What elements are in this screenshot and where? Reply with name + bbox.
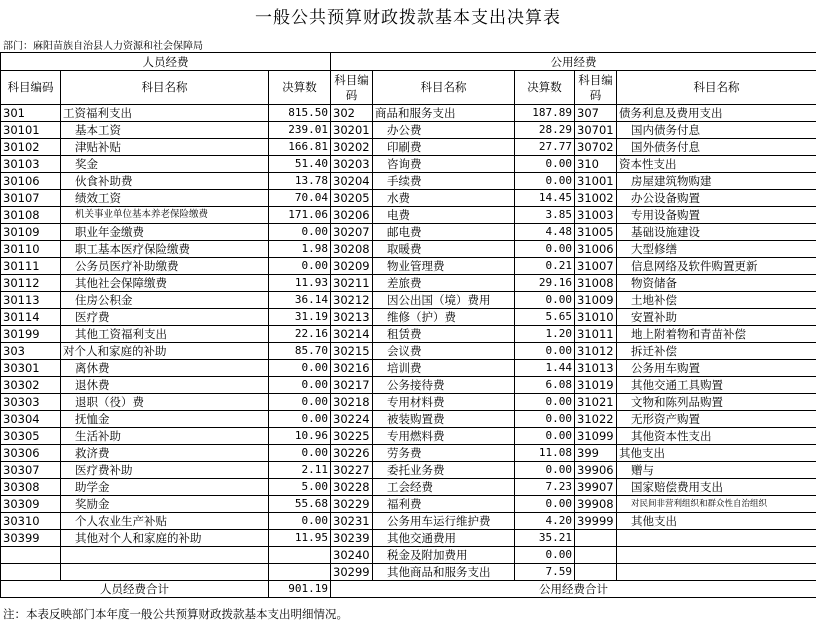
code-cell: 302: [331, 105, 373, 122]
table-row: [1, 547, 816, 564]
table-row: [1, 190, 816, 207]
table-row: [1, 513, 816, 530]
name-cell: 手续费: [373, 173, 515, 190]
name-cell: 退休费: [61, 377, 269, 394]
code-cell: 39907: [575, 479, 617, 496]
code-cell: 31009: [575, 292, 617, 309]
amount-cell: 5.65: [515, 309, 575, 326]
amount-cell: 7.59: [515, 564, 575, 581]
name-cell: 拆迁补偿: [617, 343, 816, 360]
amount-cell: 0.00: [269, 513, 331, 530]
amount-cell: 36.14: [269, 292, 331, 309]
code-cell: 30212: [331, 292, 373, 309]
amount-cell: 1.98: [269, 241, 331, 258]
name-cell: 津贴补贴: [61, 139, 269, 156]
name-cell: 办公费: [373, 122, 515, 139]
amount-cell: 0.00: [515, 156, 575, 173]
name-cell: 土地补偿: [617, 292, 816, 309]
name-cell: 维修（护）费: [373, 309, 515, 326]
name-cell: 职工基本医疗保险缴费: [61, 241, 269, 258]
footnote: 注：本表反映部门本年度一般公共预算财政拨款基本支出明细情况。: [3, 607, 348, 621]
name-cell: 水费: [373, 190, 515, 207]
name-cell: 国外债务付息: [617, 139, 816, 156]
name-cell: 基础设施建设: [617, 224, 816, 241]
name-cell: 其他资本性支出: [617, 428, 816, 445]
code-cell: 30225: [331, 428, 373, 445]
name-cell: 工资福利支出: [61, 105, 269, 122]
name-cell: 其他支出: [617, 445, 816, 462]
name-cell: 专用设备购置: [617, 207, 816, 224]
code-cell: 30240: [331, 547, 373, 564]
table-row: [1, 564, 816, 581]
code-cell: 30304: [1, 411, 61, 428]
name-cell: 退职（役）费: [61, 394, 269, 411]
code-cell: 31011: [575, 326, 617, 343]
table-row: [1, 292, 816, 309]
table-row: [1, 309, 816, 326]
code-cell: 30213: [331, 309, 373, 326]
table-row: [1, 428, 816, 445]
name-cell: 其他商品和服务支出: [373, 564, 515, 581]
name-cell: 其他支出: [617, 513, 816, 530]
amount-cell: 0.00: [515, 547, 575, 564]
amount-cell: 5.00: [269, 479, 331, 496]
amount-header: 决算数: [269, 71, 331, 105]
code-cell: 30308: [1, 479, 61, 496]
amount-cell: 28.29: [515, 122, 575, 139]
amount-cell: 0.00: [515, 292, 575, 309]
code-cell: 31012: [575, 343, 617, 360]
name-cell: 信息网络及软件购置更新: [617, 258, 816, 275]
code-cell: 30305: [1, 428, 61, 445]
code-cell: 30211: [331, 275, 373, 292]
amount-cell: [269, 547, 331, 564]
code-cell: 30208: [331, 241, 373, 258]
name-cell: 福利费: [373, 496, 515, 513]
code-cell: 30110: [1, 241, 61, 258]
name-cell: 地上附着物和青苗补偿: [617, 326, 816, 343]
table-row: [1, 173, 816, 190]
code-cell: 303: [1, 343, 61, 360]
name-cell: 机关事业单位基本养老保险缴费: [61, 207, 269, 224]
public-header: 公用经费: [331, 53, 816, 71]
name-cell: 住房公积金: [61, 292, 269, 309]
name-cell: 其他交通费用: [373, 530, 515, 547]
table-row: [1, 241, 816, 258]
name-cell: 专用材料费: [373, 394, 515, 411]
name-cell: 救济费: [61, 445, 269, 462]
amount-cell: 0.00: [269, 394, 331, 411]
name-cell: 电费: [373, 207, 515, 224]
table-row: [1, 258, 816, 275]
code-cell: 310: [575, 156, 617, 173]
code-cell: 30306: [1, 445, 61, 462]
name-cell: 工会经费: [373, 479, 515, 496]
code-cell: [575, 547, 617, 564]
code-cell: 39908: [575, 496, 617, 513]
name-cell: 咨询费: [373, 156, 515, 173]
table-row: [1, 496, 816, 513]
amount-cell: 0.00: [269, 224, 331, 241]
amount-cell: 0.00: [515, 173, 575, 190]
name-cell: 会议费: [373, 343, 515, 360]
personnel-header: 人员经费: [1, 53, 331, 71]
name-cell: 商品和服务支出: [373, 105, 515, 122]
name-cell: 培训费: [373, 360, 515, 377]
amount-cell: 0.00: [515, 343, 575, 360]
name-cell: 因公出国（境）费用: [373, 292, 515, 309]
code-cell: 30203: [331, 156, 373, 173]
name-cell: 职业年金缴费: [61, 224, 269, 241]
code-cell: 30205: [331, 190, 373, 207]
name-cell: 医疗费: [61, 309, 269, 326]
code-cell: 30201: [331, 122, 373, 139]
amount-cell: 27.77: [515, 139, 575, 156]
code-cell: 30299: [331, 564, 373, 581]
code-cell: 30199: [1, 326, 61, 343]
amount-cell: 0.00: [515, 394, 575, 411]
name-cell: 对个人和家庭的补助: [61, 343, 269, 360]
amount-cell: 239.01: [269, 122, 331, 139]
amount-cell: 4.20: [515, 513, 575, 530]
amount-cell: 0.00: [269, 411, 331, 428]
table-row: [1, 122, 816, 139]
name-cell: 赠与: [617, 462, 816, 479]
code-cell: 30216: [331, 360, 373, 377]
name-cell: 个人农业生产补贴: [61, 513, 269, 530]
amount-cell: 13.78: [269, 173, 331, 190]
code-cell: 30214: [331, 326, 373, 343]
code-cell: 30309: [1, 496, 61, 513]
amount-header: 决算数: [515, 71, 575, 105]
name-cell: 税金及附加费用: [373, 547, 515, 564]
table-row: [1, 360, 816, 377]
code-cell: 30231: [331, 513, 373, 530]
table-row: [1, 156, 816, 173]
code-cell: 39999: [575, 513, 617, 530]
name-cell: 印刷费: [373, 139, 515, 156]
amount-cell: 187.89: [515, 105, 575, 122]
name-cell: 其他对个人和家庭的补助: [61, 530, 269, 547]
code-cell: 30228: [331, 479, 373, 496]
code-cell: 30204: [331, 173, 373, 190]
code-cell: 31022: [575, 411, 617, 428]
code-cell: 31005: [575, 224, 617, 241]
code-cell: 31010: [575, 309, 617, 326]
name-cell: 劳务费: [373, 445, 515, 462]
name-header: 科目名称: [373, 71, 515, 105]
code-cell: 30215: [331, 343, 373, 360]
table-row: [1, 139, 816, 156]
name-cell: 对民间非营利组织和群众性自治组织: [617, 496, 816, 513]
name-cell: 债务利息及费用支出: [617, 105, 816, 122]
name-cell: 国内债务付息: [617, 122, 816, 139]
name-cell: 房屋建筑物购建: [617, 173, 816, 190]
code-cell: 30307: [1, 462, 61, 479]
code-cell: 30113: [1, 292, 61, 309]
code-cell: 30226: [331, 445, 373, 462]
name-cell: [617, 564, 816, 581]
amount-cell: 6.08: [515, 377, 575, 394]
name-cell: 离休费: [61, 360, 269, 377]
name-cell: 取暖费: [373, 241, 515, 258]
name-cell: [61, 547, 269, 564]
code-cell: 30217: [331, 377, 373, 394]
name-cell: 租赁费: [373, 326, 515, 343]
name-cell: 其他交通工具购置: [617, 377, 816, 394]
name-cell: 其他工资福利支出: [61, 326, 269, 343]
name-cell: 差旅费: [373, 275, 515, 292]
name-cell: 被装购置费: [373, 411, 515, 428]
code-cell: 30114: [1, 309, 61, 326]
code-cell: [575, 530, 617, 547]
table-row: [1, 530, 816, 547]
code-cell: 30101: [1, 122, 61, 139]
table-row: [1, 479, 816, 496]
code-cell: 30399: [1, 530, 61, 547]
name-cell: 绩效工资: [61, 190, 269, 207]
name-cell: 伙食补助费: [61, 173, 269, 190]
code-cell: 30239: [331, 530, 373, 547]
amount-cell: 29.16: [515, 275, 575, 292]
table-row: [1, 445, 816, 462]
amount-cell: 1.44: [515, 360, 575, 377]
amount-cell: 4.48: [515, 224, 575, 241]
amount-cell: 11.08: [515, 445, 575, 462]
code-cell: 31001: [575, 173, 617, 190]
code-cell: 307: [575, 105, 617, 122]
name-cell: 专用燃料费: [373, 428, 515, 445]
code-cell: 30310: [1, 513, 61, 530]
code-cell: 30202: [331, 139, 373, 156]
table-row: [1, 411, 816, 428]
amount-cell: 31.19: [269, 309, 331, 326]
amount-cell: 22.16: [269, 326, 331, 343]
table-row: [1, 275, 816, 292]
name-cell: 办公设备购置: [617, 190, 816, 207]
page-title: 一般公共预算财政拨款基本支出决算表: [255, 8, 561, 28]
name-cell: 奖金: [61, 156, 269, 173]
amount-cell: 0.00: [269, 377, 331, 394]
name-cell: [617, 547, 816, 564]
expenditure-table: [0, 52, 816, 598]
name-cell: 医疗费补助: [61, 462, 269, 479]
name-cell: 委托业务费: [373, 462, 515, 479]
code-cell: 30107: [1, 190, 61, 207]
code-cell: 31099: [575, 428, 617, 445]
table-row: [1, 343, 816, 360]
name-cell: 公务用车购置: [617, 360, 816, 377]
code-header: 科目编码: [575, 71, 617, 105]
amount-cell: 0.00: [269, 445, 331, 462]
amount-cell: 0.00: [515, 462, 575, 479]
table-row: [1, 326, 816, 343]
name-cell: 安置补助: [617, 309, 816, 326]
table-row: [1, 462, 816, 479]
name-cell: 抚恤金: [61, 411, 269, 428]
code-cell: 31008: [575, 275, 617, 292]
code-cell: 31006: [575, 241, 617, 258]
personnel-total-label: 人员经费合计: [1, 581, 269, 598]
code-cell: 30108: [1, 207, 61, 224]
table-row: [1, 224, 816, 241]
code-cell: 31007: [575, 258, 617, 275]
code-cell: 30303: [1, 394, 61, 411]
amount-cell: 3.85: [515, 207, 575, 224]
table-row: [1, 394, 816, 411]
amount-cell: 35.21: [515, 530, 575, 547]
code-cell: 31003: [575, 207, 617, 224]
amount-cell: 11.93: [269, 275, 331, 292]
department-label: 部门：麻阳苗族自治县人力资源和社会保障局: [3, 41, 203, 52]
code-cell: 30301: [1, 360, 61, 377]
amount-cell: 85.70: [269, 343, 331, 360]
table-row: [1, 105, 816, 122]
amount-cell: 70.04: [269, 190, 331, 207]
name-cell: 邮电费: [373, 224, 515, 241]
name-header: 科目名称: [617, 71, 816, 105]
amount-cell: 1.20: [515, 326, 575, 343]
amount-cell: 0.00: [269, 360, 331, 377]
name-cell: [61, 564, 269, 581]
code-cell: 30302: [1, 377, 61, 394]
amount-cell: 0.00: [515, 428, 575, 445]
amount-cell: 166.81: [269, 139, 331, 156]
code-header: 科目编码: [1, 71, 61, 105]
personnel-total-value: 901.19: [269, 581, 331, 598]
amount-cell: 2.11: [269, 462, 331, 479]
code-cell: 30111: [1, 258, 61, 275]
amount-cell: [269, 564, 331, 581]
code-cell: 30102: [1, 139, 61, 156]
name-cell: 资本性支出: [617, 156, 816, 173]
code-cell: 301: [1, 105, 61, 122]
amount-cell: 0.00: [515, 496, 575, 513]
code-cell: [1, 564, 61, 581]
amount-cell: 171.06: [269, 207, 331, 224]
code-cell: 30227: [331, 462, 373, 479]
amount-cell: 0.00: [269, 258, 331, 275]
amount-cell: 0.21: [515, 258, 575, 275]
amount-cell: 7.23: [515, 479, 575, 496]
code-cell: 31002: [575, 190, 617, 207]
name-cell: 生活补助: [61, 428, 269, 445]
name-cell: 物业管理费: [373, 258, 515, 275]
name-cell: 物资储备: [617, 275, 816, 292]
amount-cell: 11.95: [269, 530, 331, 547]
name-cell: 大型修缮: [617, 241, 816, 258]
code-cell: 39906: [575, 462, 617, 479]
code-cell: 30103: [1, 156, 61, 173]
code-cell: 30206: [331, 207, 373, 224]
amount-cell: 10.96: [269, 428, 331, 445]
totals-row: [1, 581, 816, 598]
table-row: [1, 207, 816, 224]
name-cell: 基本工资: [61, 122, 269, 139]
amount-cell: 14.45: [515, 190, 575, 207]
code-cell: 30224: [331, 411, 373, 428]
name-cell: [617, 530, 816, 547]
code-cell: 31013: [575, 360, 617, 377]
code-cell: 30701: [575, 122, 617, 139]
code-cell: 30209: [331, 258, 373, 275]
code-cell: 31021: [575, 394, 617, 411]
amount-cell: 0.00: [515, 241, 575, 258]
name-cell: 奖励金: [61, 496, 269, 513]
public-total-label: 公用经费合计: [331, 581, 816, 598]
name-cell: 公务员医疗补助缴费: [61, 258, 269, 275]
code-cell: 30112: [1, 275, 61, 292]
table-row: [1, 377, 816, 394]
code-cell: [1, 547, 61, 564]
amount-cell: 815.50: [269, 105, 331, 122]
code-header: 科目编码: [331, 71, 373, 105]
name-cell: 无形资产购置: [617, 411, 816, 428]
code-cell: 30109: [1, 224, 61, 241]
name-cell: 文物和陈列品购置: [617, 394, 816, 411]
code-cell: 30207: [331, 224, 373, 241]
code-cell: 399: [575, 445, 617, 462]
name-cell: 公务接待费: [373, 377, 515, 394]
name-cell: 助学金: [61, 479, 269, 496]
name-cell: 公务用车运行维护费: [373, 513, 515, 530]
code-cell: 30229: [331, 496, 373, 513]
code-cell: 30702: [575, 139, 617, 156]
code-cell: 30106: [1, 173, 61, 190]
amount-cell: 0.00: [515, 411, 575, 428]
code-cell: 30218: [331, 394, 373, 411]
amount-cell: 55.68: [269, 496, 331, 513]
name-cell: 其他社会保障缴费: [61, 275, 269, 292]
name-header: 科目名称: [61, 71, 269, 105]
code-cell: [575, 564, 617, 581]
name-cell: 国家赔偿费用支出: [617, 479, 816, 496]
amount-cell: 51.40: [269, 156, 331, 173]
code-cell: 31019: [575, 377, 617, 394]
